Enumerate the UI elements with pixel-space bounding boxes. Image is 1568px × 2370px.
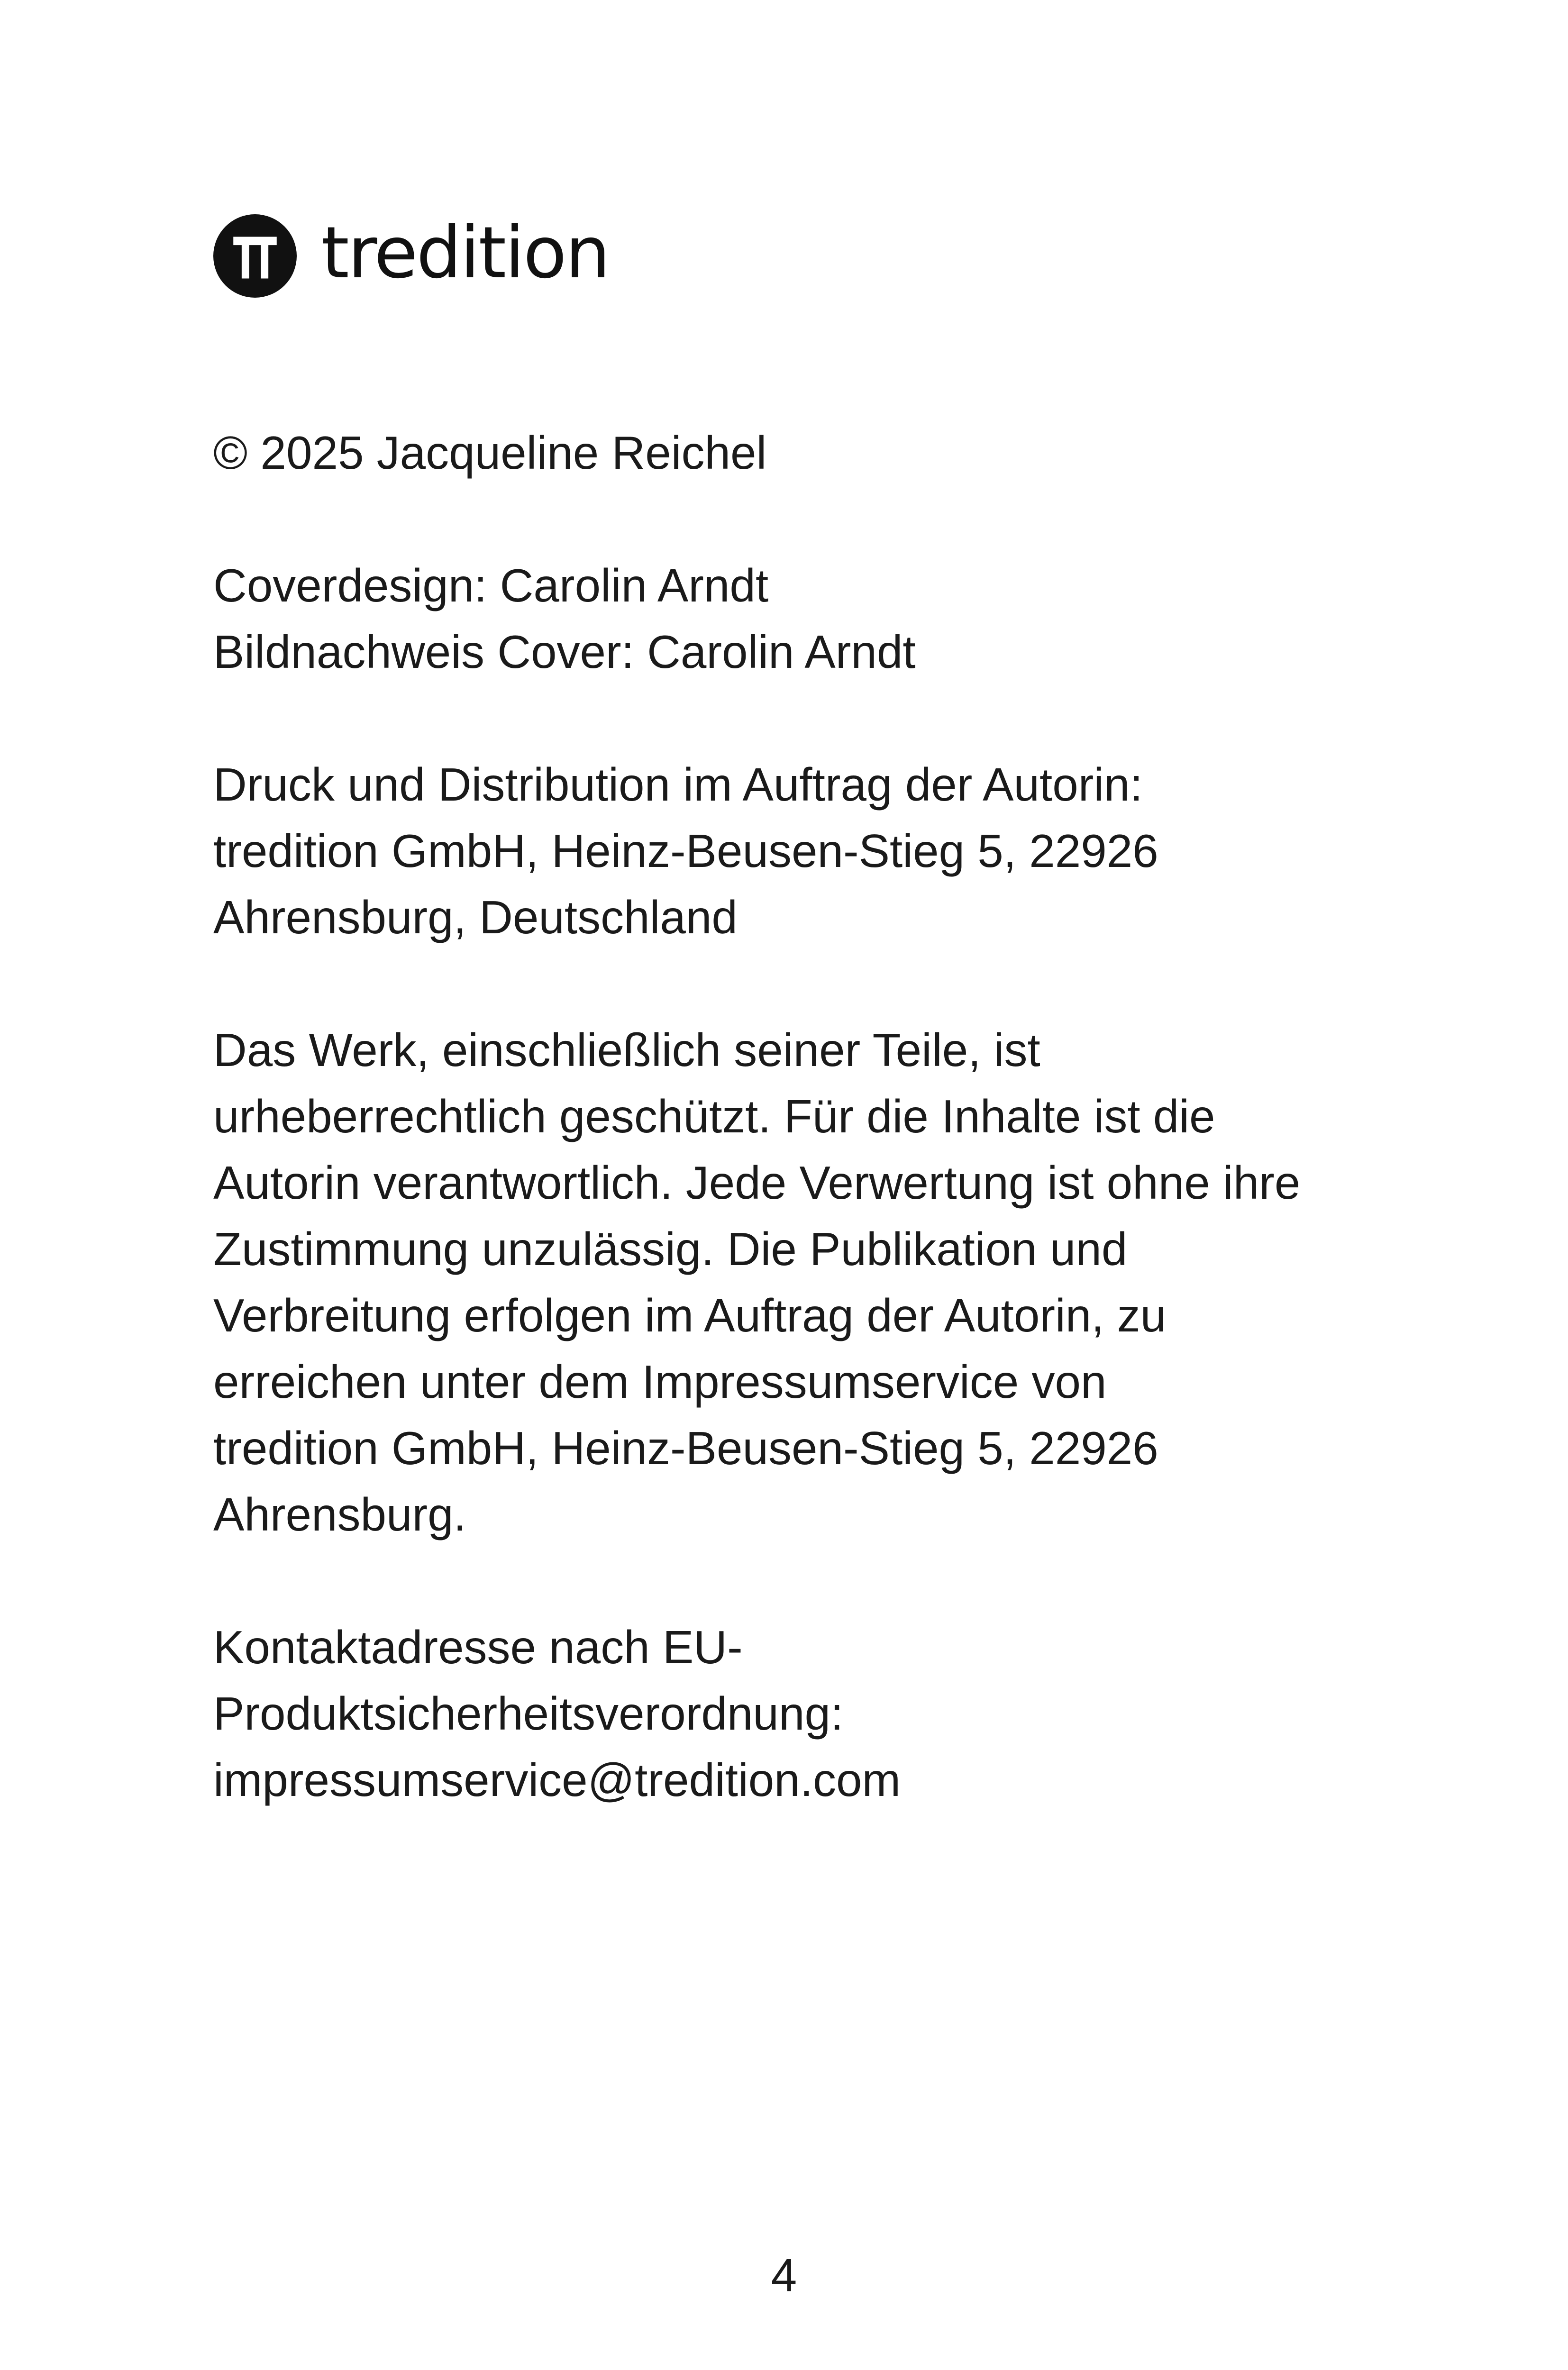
contact-address [213, 1614, 1375, 1813]
page-number: 4 [771, 2249, 797, 2301]
print-distribution [213, 751, 1375, 950]
legal-line: Ahrensburg. [213, 1488, 466, 1540]
legal-line: Das Werk, einschließlich seiner Teile, ist [213, 1024, 1040, 1076]
legal-line: tredition GmbH, Heinz-Beusen-Stieg 5, 22926 [213, 1422, 1158, 1474]
publisher-logo [213, 209, 609, 303]
legal-line: urheberrechtlich geschützt. Für die Inhalte ist die [213, 1090, 1215, 1142]
legal-line: erreichen unter dem Impressumservice von [213, 1356, 1107, 1408]
copyright-line: © 2025 Jacqueline Reichel [213, 427, 767, 479]
contact-email: impressumservice@tredition.com [213, 1754, 901, 1806]
legal-line: Autorin verantwortlich. Jede Verwertung ist ohne ihre [213, 1157, 1301, 1209]
cover-credits [213, 552, 1375, 685]
credit-line: Coverdesign: Carolin Arndt [213, 559, 769, 611]
distribution-line: Ahrensburg, Deutschland [213, 891, 738, 943]
contact-line: Produktsicherheitsverordnung: [213, 1687, 844, 1740]
imprint-text [213, 419, 1375, 1879]
distribution-line: tredition GmbH, Heinz-Beusen-Stieg 5, 22926 [213, 825, 1158, 877]
copyright-notice [213, 419, 1375, 486]
credit-line: Bildnachweis Cover: Carolin Arndt [213, 626, 916, 678]
tredition-logo-icon [213, 214, 297, 298]
distribution-line: Druck und Distribution im Auftrag der Autorin: [213, 758, 1143, 811]
logo-wordmark: tredition [321, 212, 609, 294]
legal-line: Verbreitung erfolgen im Auftrag der Autorin, zu [213, 1289, 1167, 1341]
contact-line: Kontaktadresse nach EU- [213, 1621, 743, 1673]
legal-notice [213, 1017, 1375, 1548]
legal-line: Zustimmung unzulässig. Die Publikation und [213, 1223, 1128, 1275]
